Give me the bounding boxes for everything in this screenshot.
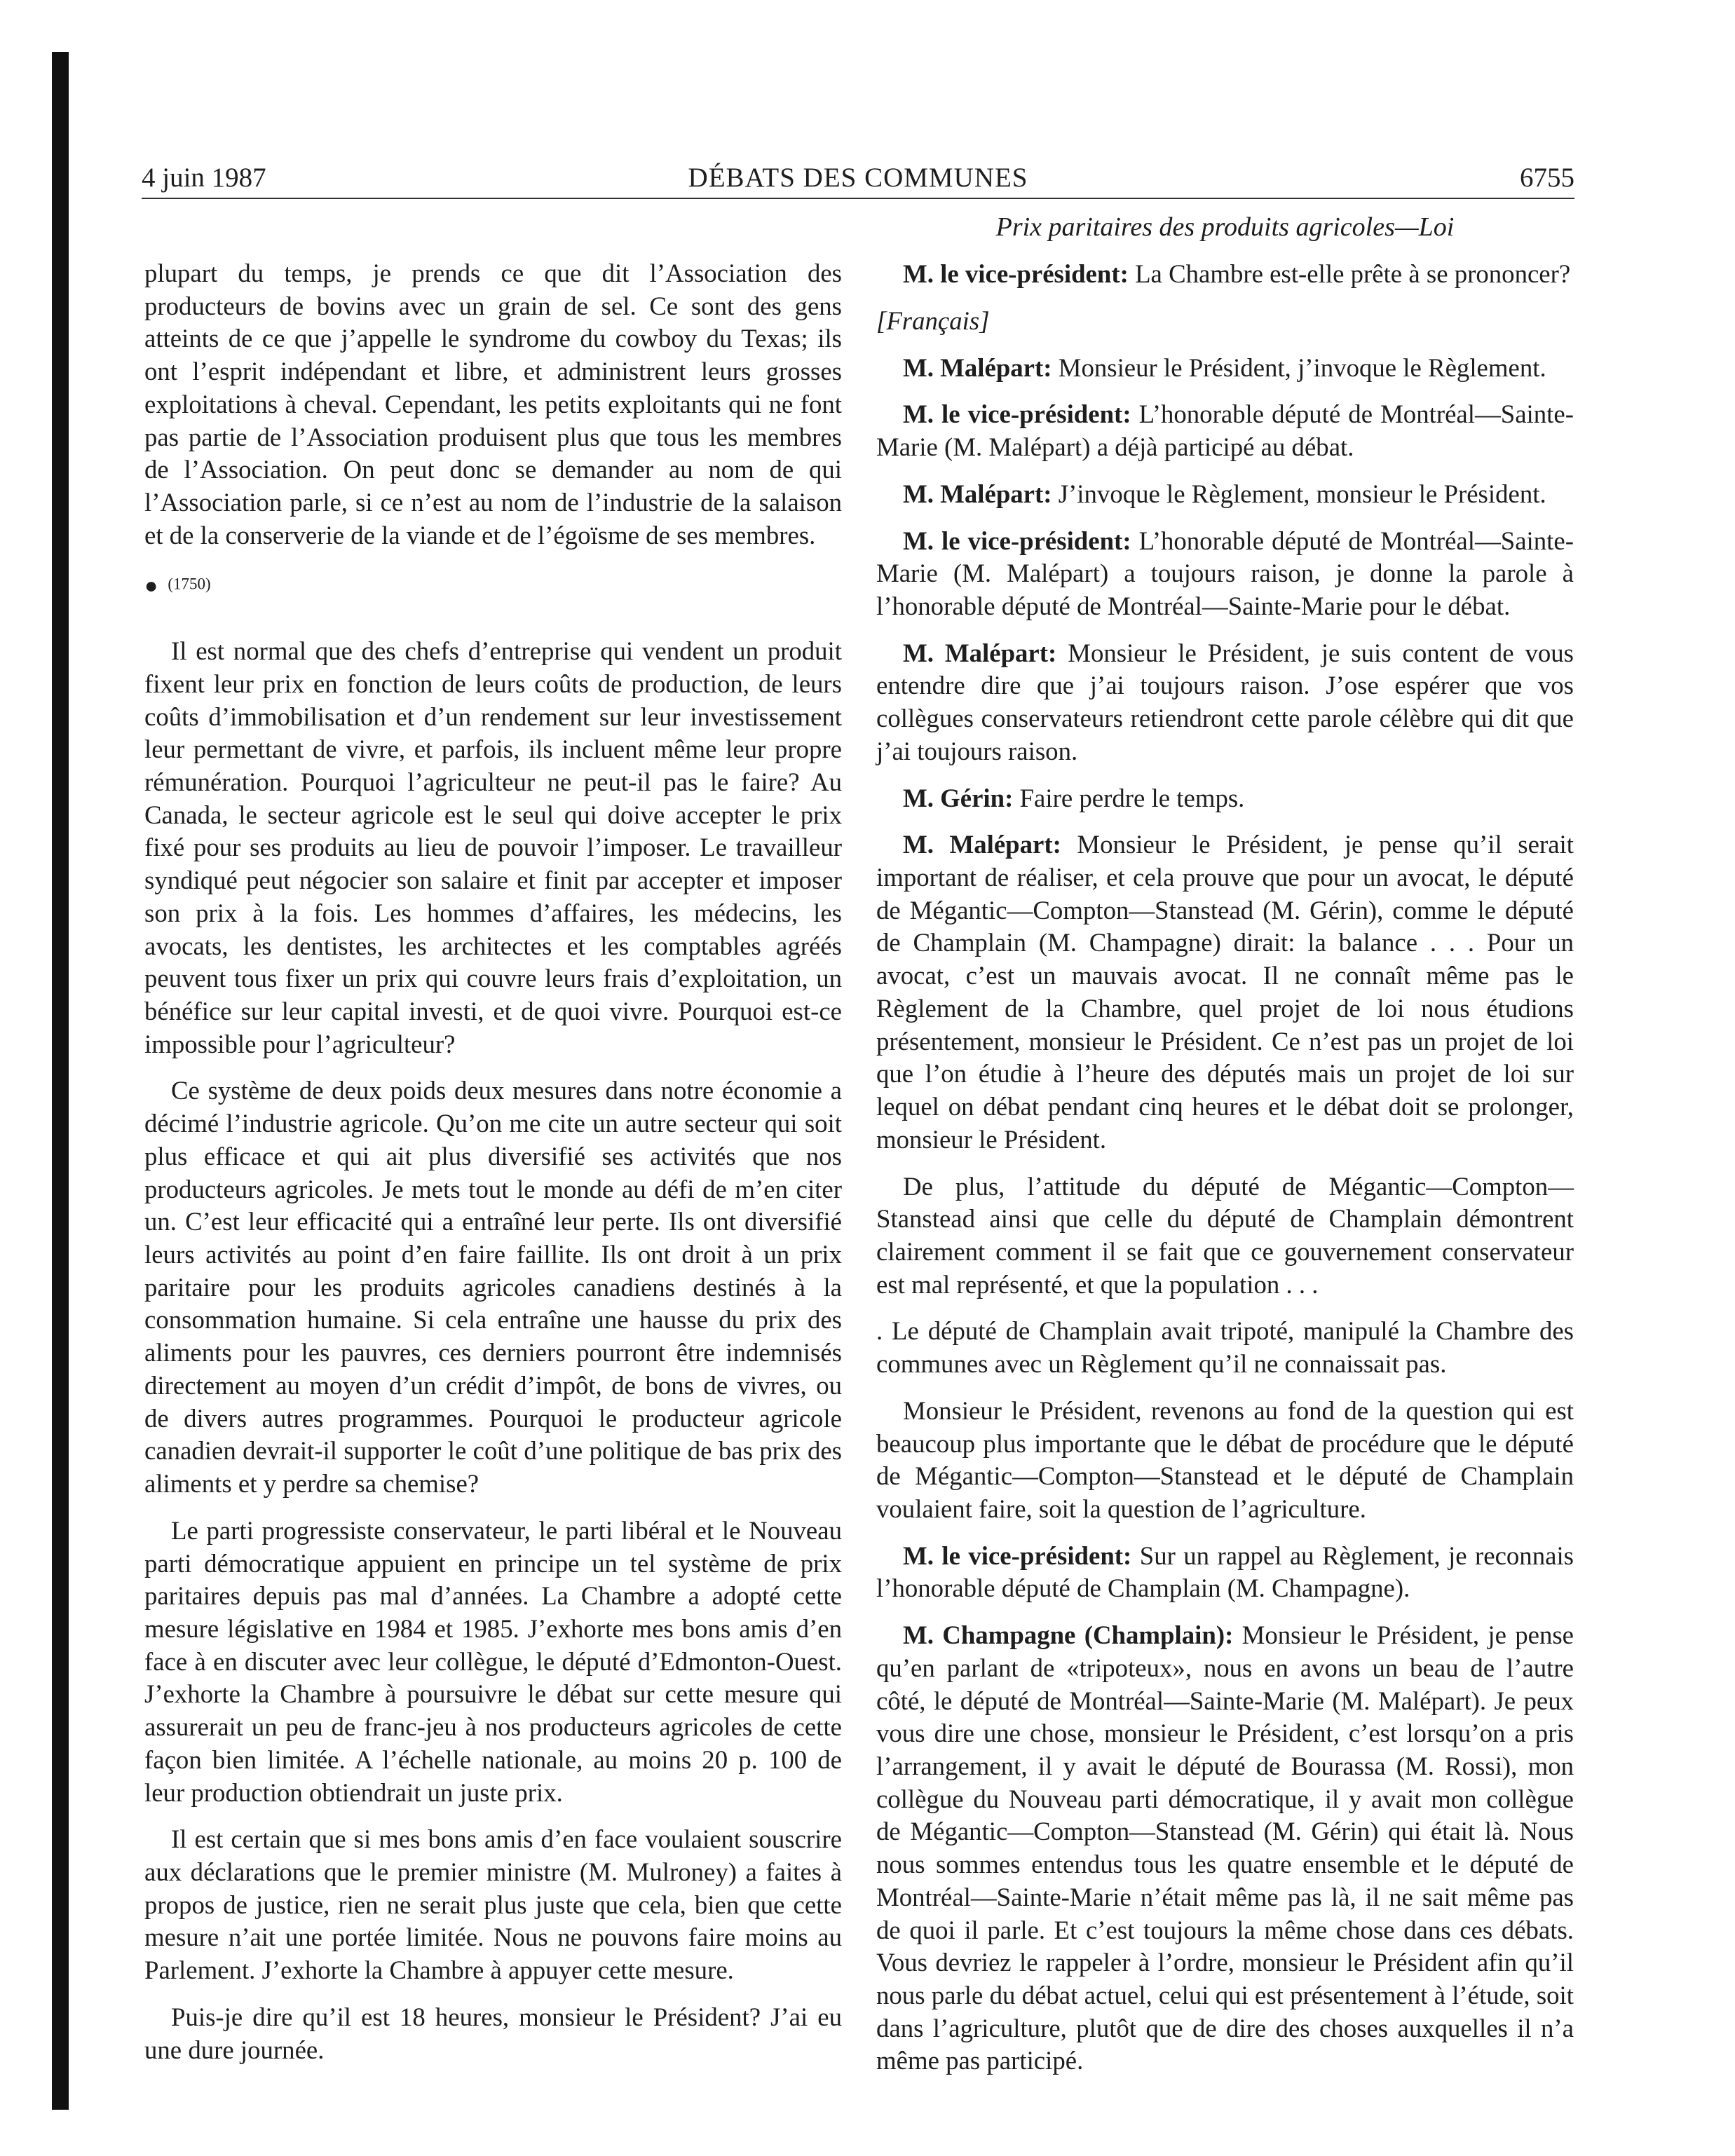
speech — [876, 525, 1574, 623]
speech-text: L’honorable député de Montréal—Sainte-Marie (M. Malépart) a toujours raison, je donne la parole à l’honorable député de Montréal—Sainte-Marie pour le débat. — [876, 526, 1574, 620]
speaker-name: M. Malépart: — [903, 479, 1052, 508]
speech-text: La Chambre est-elle prête à se prononcer? — [1128, 259, 1571, 289]
speech — [876, 398, 1574, 463]
paragraph: De plus, l’attitude du député de Mégantic—Compton—Stanstead ainsi que celle du député de Champlain démontrent clairement comment il se fait que ce gouvernement conservateur est mal représenté, et que la population . . . — [876, 1171, 1574, 1299]
bullet-icon: ● — [144, 573, 158, 599]
paragraph: plupart du temps, je prends ce que dit l’Association des producteurs de bovins avec un grain de sel. Ce sont des gens atteints de ce que j’appelle le syndrome du cowboy du Texas; ils ont l’esprit indépendant et libre, et administrent leurs grosses exploitations à cheval. Cependant, les petits exploitants qui ne font pas partie de l’Association produisent plus que tous les membres de l’Association. On peut donc se demander au nom de qui l’Association parle, si ce n’est au nom de l’industrie de la salaison et de la conserverie de la viande et de l’égoïsme de ses membres. — [144, 259, 842, 550]
speaker-name: M. Gérin: — [903, 783, 1014, 812]
speaker-name: M. le vice-président: — [903, 400, 1131, 429]
left-column — [144, 257, 842, 2066]
speech — [876, 637, 1574, 768]
header-page-number: 6755 — [1520, 163, 1574, 193]
paragraph: . Le député de Champlain avait tripoté, manipulé la Chambre des communes avec un Règlement qu’il ne connaissait pas. — [876, 1316, 1574, 1379]
header-date: 4 juin 1987 — [142, 163, 266, 193]
speech — [876, 478, 1574, 511]
speech — [876, 258, 1574, 291]
paragraph: Ce système de deux poids deux mesures dans notre économie a décimé l’industrie agricole. Qu’on me cite un autre secteur qui soit plus efficace et qui ait plus diversifié ses activités que nos producteurs agricoles. Je mets tout le monde au défi de m’en citer un. C’est leur efficacité qui a entraîné leur perte. Ils ont diversifié leurs activités au point d’en faire faillite. Ils ont droit à un prix paritaire pour les produits agricoles canadiens destinés à la consommation humaine. Si cela entraîne une hausse du prix des aliments pour les pauvres, ces derniers pourront être indemnisés directement au moyen d’un crédit d’impôt, de bons de vivres, ou de divers autres programmes. Pourquoi le producteur agricole canadien devrait-il supporter le coût d’une politique de bas prix des aliments et y perdre sa chemise? — [144, 1076, 842, 1499]
speech-text: L’honorable député de Montréal—Sainte-Marie (M. Malépart) a déjà participé au débat. — [876, 400, 1574, 462]
speech-text: Monsieur le Président, je pense qu’il serait important de réaliser, et cela prouve que pour un avocat, le député de Mégantic—Compton—Stanstead (M. Gérin), comme le député de Champlain (M. Champagne) dirait: la balance . . . Pour un avocat, c’est un mauvais avocat. Il ne connaît même pas le Règlement de la Chambre, quel projet de loi nous étudions présentement, monsieur le Président. Ce n’est pas un projet de loi que l’on étudie à l’heure des députés mais un projet de loi sur lequel on débat pendant cinq heures et le débat doit se prolonger, monsieur le Président. — [876, 830, 1574, 1154]
speaker-name: M. Champagne (Champlain): — [903, 1621, 1234, 1650]
time-stamp-text: (1750) — [168, 575, 211, 594]
paragraph: Il est normal que des chefs d’entreprise qui vendent un produit fixent leur prix en fonction de leurs coûts de production, de leurs coûts d’immobilisation et d’un rendement sur leur investissement leur permettant de vivre, et parfois, ils incluent même leur propre rémunération. Pourquoi l’agriculteur ne peut-il pas le faire? Au Canada, le secteur agricole est le seul qui doive accepter le prix fixé pour ses produits au lieu de pouvoir l’imposer. Le travailleur syndiqué peut négocier son salaire et finit par accepter et imposer son prix à la fois. Les hommes d’affaires, les médecins, les avocats, les dentistes, les architectes et les comptables agréés peuvent tous fixer un prix qui couvre leurs frais d’exploitation, un bénéfice sur leur capital investi, et de quoi vivre. Pourquoi est-ce impossible pour l’agriculteur? — [144, 636, 842, 1058]
language-tag: [Français] — [876, 306, 990, 335]
speaker-name: M. Malépart: — [903, 830, 1061, 859]
speaker-name: M. le vice-président: — [903, 259, 1129, 289]
speech-text: Faire perdre le temps. — [1013, 783, 1245, 812]
header-title: DÉBATS DES COMMUNES — [688, 163, 1028, 193]
speech-text: Sur un rappel au Règlement, je reconnais l’honorable député de Champlain (M. Champagne). — [876, 1541, 1574, 1603]
speech-text: J’invoque le Règlement, monsieur le Président. — [1052, 479, 1546, 508]
speaker-name: M. Malépart: — [903, 353, 1052, 382]
speech — [876, 1619, 1574, 2077]
speech — [876, 1540, 1574, 1605]
speaker-name: M. le vice-président: — [903, 1541, 1132, 1570]
time-stamp — [144, 571, 842, 600]
speech-text: Monsieur le Président, j’invoque le Règlement. — [1052, 353, 1546, 382]
paragraph: Monsieur le Président, revenons au fond de la question qui est beaucoup plus importante que le débat de procédure que le député de Mégantic—Compton—Stanstead et le député de Champlain voulaient faire, soit la question de l’agriculture. — [876, 1396, 1574, 1523]
paragraph: Puis-je dire qu’il est 18 heures, monsieur le Président? J’ai eu une dure journée. — [144, 2002, 842, 2064]
speech-text: Monsieur le Président, je suis content de vous entendre dire que j’ai toujours raison. J’ose espérer que vos collègues conservateurs retiendront cette parole célèbre qui dit que j’ai toujours raison. — [876, 638, 1574, 765]
speech-text: Monsieur le Président, je pense qu’en parlant de «tripoteux», nous en avons un beau de l’autre côté, le député de Montréal—Sainte-Marie (M. Malépart). Je peux vous dire une chose, monsieur le Président, c’est lorsqu’on a pris l’arrangement, il y avait le député de Bourassa (M. Rossi), mon collègue du Nouveau parti démocratique, il y avait mon collègue de Mégantic—Compton—Stanstead (M. Gérin) qui était là. Nous nous sommes entendus tous les quatre ensemble et le député de Montréal—Sainte-Marie n’était même pas là, il ne sait même pas de quoi il parle. Et c’est toujours la même chose dans ces débats. Vous devriez le rappeler à l’ordre, monsieur le Président afin qu’il nous parle du débat actuel, celui qui est présentement à l’étude, soit dans l’agriculture, plutôt que de dire des choses auxquelles il n’a même pas participé. — [876, 1621, 1574, 2075]
section-title: Prix paritaires des produits agricoles—Loi — [995, 212, 1455, 242]
speech — [876, 782, 1574, 815]
speaker-name: M. Malépart: — [903, 638, 1057, 667]
speech — [876, 352, 1574, 385]
paragraph: Le parti progressiste conservateur, le parti libéral et le Nouveau parti démocratique appuient en principe un tel système de prix paritaires depuis pas mal d’années. La Chambre a adopté cette mesure législative en 1984 et 1985. J’exhorte mes bons amis d’en face à en discuter avec leur collègue, le député d’Edmonton-Ouest. J’exhorte la Chambre à poursuivre le débat sur cette mesure qui assurerait un peu de franc-jeu à nos producteurs agricoles de cette façon bien limitée. A l’échelle nationale, au moins 20 p. 100 de leur production obtiendrait un juste prix. — [144, 1515, 842, 1807]
paragraph: Il est certain que si mes bons amis d’en face voulaient souscrire aux déclarations que le premier ministre (M. Mulroney) a faites à propos de justice, rien ne serait plus juste que cela, bien que cette mesure n’ait une portée limitée. Nous ne pouvons faire moins au Parlement. J’exhorte la Chambre à appuyer cette mesure. — [144, 1824, 842, 1985]
scan-edge-shadow — [52, 52, 69, 2110]
speaker-name: M. le vice-président: — [903, 526, 1131, 555]
speech — [876, 828, 1574, 1156]
right-column — [876, 210, 1574, 2077]
page-header — [142, 158, 1574, 199]
